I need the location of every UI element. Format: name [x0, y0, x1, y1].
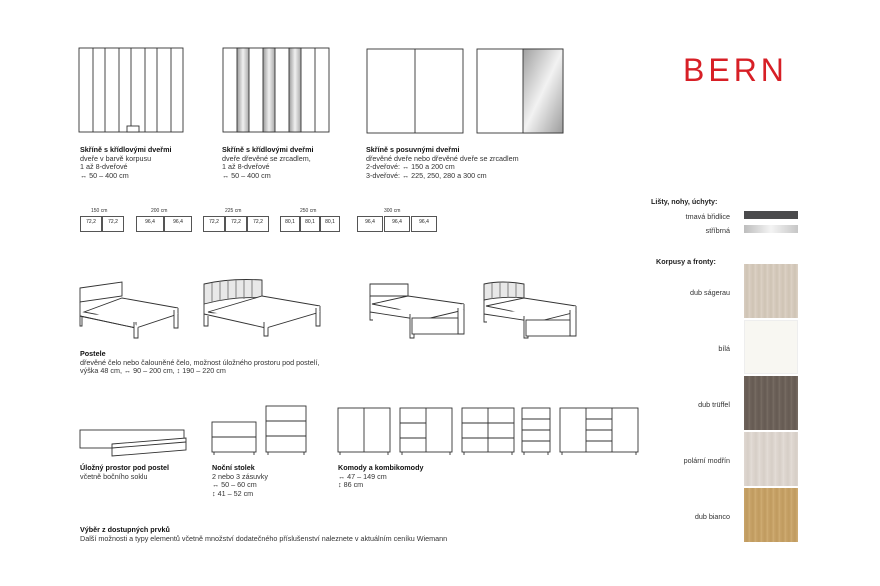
caption-title: Skříně s křídlovými dveřmi: [80, 145, 172, 154]
caption-line: ↕ 86 cm: [338, 480, 364, 490]
module-part: 80,1: [280, 216, 300, 232]
wardrobe-sliding-plain-drawing: [366, 46, 466, 136]
dresser-combi-drawing: [398, 406, 456, 456]
module-part: 96,4: [384, 216, 410, 232]
caption-line: 1 až 8-dveřové: [80, 162, 128, 172]
dressers-caption: [338, 464, 423, 490]
module-part: 72,2: [102, 216, 124, 232]
caption-line: dveře v barvě korpusu: [80, 153, 152, 163]
nightstand-2-drawers-drawing: [210, 420, 260, 456]
caption-line: dřevěné čelo nebo čalouněné čelo, možnost úložného prostoru pod postelí,: [80, 357, 320, 367]
caption-line: včetně bočního soklu: [80, 471, 148, 481]
storage-caption: [80, 464, 169, 481]
wardrobe-hinged-mirror-drawing: [222, 46, 332, 136]
brand-logo: BERN: [683, 52, 788, 88]
wardrobe-sliding-caption: [366, 146, 519, 180]
under-bed-storage-drawing: [78, 428, 190, 458]
module-part: 96,4: [136, 216, 164, 232]
dresser-2-doors-drawing: [336, 406, 392, 456]
nightstand-3-drawers-drawing: [264, 404, 310, 456]
finish-swatch-dub-sagerau: [744, 264, 798, 318]
caption-title: Skříně s posuvnými dveřmi: [366, 145, 460, 154]
caption-title: Skříně s křídlovými dveřmi: [222, 145, 314, 154]
dresser-6-drawers-drawing: [460, 406, 516, 456]
finish-label-bila: bílá: [718, 344, 730, 353]
caption-line: 2-dveřové: ↔ 150 a 200 cm: [366, 162, 455, 172]
module-part: 72,2: [203, 216, 225, 232]
single-bed-wooden-drawing: [368, 280, 468, 342]
module-width-label: 250 cm: [300, 208, 317, 214]
caption-line: ↔ 50 – 400 cm: [80, 170, 129, 180]
finish-label-dub-truffel: dub trüffel: [698, 400, 730, 409]
caption-line: 1 až 8-dveřové: [222, 162, 270, 172]
single-bed-upholstered-drawing: [480, 280, 580, 342]
dresser-wide-combi-drawing: [558, 406, 640, 456]
caption-line: ↔ 50 – 400 cm: [222, 170, 271, 180]
finish-label-dub-bianco: dub bianco: [694, 512, 730, 521]
wardrobe-sliding-mirror-drawing: [476, 46, 566, 136]
trims-heading: Lišty, nohy, úchyty:: [651, 197, 718, 206]
caption-line: ↔ 50 – 60 cm: [212, 480, 257, 490]
trim-label-dark-slate: tmavá břidlice: [685, 212, 730, 221]
caption-title: Úložný prostor pod postel: [80, 463, 170, 472]
nightstand-caption: [212, 464, 268, 498]
caption-line: 3-dveřové: ↔ 225, 250, 280 a 300 cm: [366, 170, 487, 180]
module-part: 80,1: [320, 216, 340, 232]
finish-swatch-bila: [744, 320, 798, 374]
wardrobe-hinged-mirror-caption: [222, 146, 313, 180]
caption-line: dřevěné dveře nebo dřevěné dveře se zrcadlem: [366, 153, 519, 163]
trim-swatch-dark-slate: [744, 211, 798, 219]
trim-swatch-silver: [744, 225, 798, 233]
finish-swatch-polarni-modrin: [744, 432, 798, 486]
module-part: 96,4: [164, 216, 192, 232]
finish-label-dub-sagerau: dub ságerau: [690, 288, 730, 297]
wardrobe-hinged-plain-caption: [80, 146, 171, 180]
module-width-label: 150 cm: [91, 208, 108, 214]
bed-wooden-headboard-drawing: [78, 282, 182, 342]
module-width-label: 300 cm: [384, 208, 401, 214]
finish-label-polarni-modrin: polární modřín: [683, 456, 730, 465]
module-part: 80,1: [300, 216, 320, 232]
module-width-label: 225 cm: [225, 208, 242, 214]
finishes-heading: Korpusy a fronty:: [656, 257, 716, 266]
module-part: 96,4: [357, 216, 383, 232]
finish-swatch-dub-truffel: [744, 376, 798, 430]
footer-title: Výběr z dostupných prvků: [80, 525, 170, 534]
caption-title: Noční stolek: [212, 463, 255, 472]
module-part: 72,2: [80, 216, 102, 232]
caption-line: 2 nebo 3 zásuvky: [212, 471, 268, 481]
module-width-label: 200 cm: [151, 208, 168, 214]
bed-upholstered-headboard-drawing: [200, 276, 324, 340]
caption-line: dveře dřevěné se zrcadlem,: [222, 153, 311, 163]
caption-title: Komody a kombikomody: [338, 463, 424, 472]
module-part: 72,2: [247, 216, 269, 232]
caption-line: výška 48 cm, ↔ 90 – 200 cm, ↕ 190 – 220 cm: [80, 366, 226, 376]
module-part: 72,2: [225, 216, 247, 232]
beds-caption: [80, 350, 319, 376]
finish-swatch-dub-bianco: [744, 488, 798, 542]
caption-line: ↕ 41 – 52 cm: [212, 488, 254, 498]
wardrobe-hinged-plain-drawing: [78, 46, 186, 136]
footer-note: [80, 526, 447, 543]
caption-line: ↔ 47 – 149 cm: [338, 471, 387, 481]
trim-label-silver: stříbrná: [705, 226, 730, 235]
caption-title: Postele: [80, 349, 106, 358]
dresser-tall-drawing: [520, 406, 552, 456]
footer-text: Další možnosti a typy elementů včetně množství dodatečného příslušenství naleznete v aktuálním ceníku Wiemann: [80, 533, 448, 543]
module-part: 96,4: [411, 216, 437, 232]
